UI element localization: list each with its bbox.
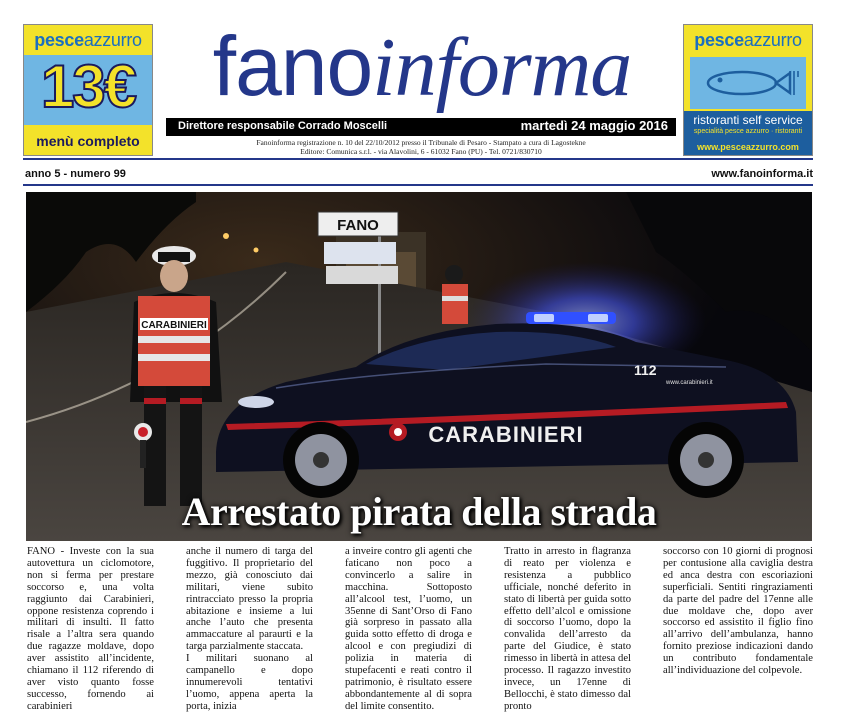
paragraph: FANO - Investe con la sua autovettura un ciclomotore, non si ferma per prestare soccorso e, una volta raggiunto dai Carabinieri, oppone resistenza coprendo i militari di insulti. Il fatto risale a l’altra sera quando due ragazze moldave, dopo aver assistito all’incidente, chiamano il 112 riferendo di aver visto quanto fosse successo, fornendo ai carabinieri bbox=[27, 546, 154, 712]
registration-line-2: Editore: Comunica s.r.l. - via Alavolini, 6 - 61032 Fano (PU) - Tel. 0721/830710 bbox=[300, 147, 542, 156]
paragraph: soccorso con 10 giorni di prognosi per contusione alla caviglia destra ed anca destra con escoriazioni superficiali. Sentiti ringraziamenti da parte del padre del 17enne alle due moldave che, dopo aver soccorso ed assistito il figlio fino all’arrivo dell’ambulanza, hanno fornito preziose indicazioni dando un contributo fondamentale all’individuazione del colpevole. bbox=[663, 546, 813, 677]
divider-top bbox=[23, 158, 813, 160]
website-link[interactable]: www.fanoinforma.it bbox=[711, 168, 813, 180]
ad-right-pesceazzurro[interactable] bbox=[683, 24, 813, 156]
paragraph: a inveire contro gli agenti che faticano non poco a convincerlo a salire in macchina. Sottoposto all’alcool test, l’uomo, un 35enne di Sant’Orso di Fano già sorpreso in passato alla guida sotto effetto di droga e alcool e con pregiudizi di polizia in materia di stupefacenti e reati contro il patrimonio, è risultato essere abbondantemente al di sopra del limite consentito. bbox=[345, 546, 472, 712]
article-column-1 bbox=[27, 546, 154, 713]
car-number: 112 bbox=[634, 362, 657, 378]
masthead-logo: fanoinforma bbox=[212, 19, 632, 114]
paragraph: I militari suonano al campanello e dopo innumerevoli tentativi l’uomo, appena aperta la porta, inizia bbox=[186, 653, 313, 712]
ad-right-url[interactable]: www.pesceazzurro.com bbox=[697, 142, 799, 152]
paragraph: anche il numero di targa del fuggitivo. Il proprietario del mezzo, già conosciuto dai militari, viene subito rintracciato presso la propria abitazione e insieme a lui anche l’auto che presenta ammaccature al paraurti e la targa parzialmente staccata. bbox=[186, 546, 313, 653]
fish-logo-icon bbox=[690, 57, 806, 109]
ad-left-pesceazzurro[interactable] bbox=[23, 24, 153, 156]
car-text: CARABINIERI bbox=[428, 422, 584, 447]
masthead-info-bar bbox=[166, 118, 676, 136]
ad-left-brand: pesceazzurro bbox=[34, 30, 142, 50]
ad-right-tagline: ristoranti self service bbox=[693, 113, 803, 127]
issue-number: anno 5 - numero 99 bbox=[25, 168, 126, 180]
car-site: www.carabinieri.it bbox=[666, 380, 713, 386]
director-line: Direttore responsabile Corrado Moscelli bbox=[178, 120, 388, 132]
fano-sign: FANO bbox=[337, 217, 379, 234]
ad-left-subtitle: menù completo bbox=[36, 133, 140, 149]
divider-bottom bbox=[23, 184, 813, 186]
article-column-5 bbox=[663, 546, 813, 677]
ad-right-brand: pesceazzurro bbox=[694, 30, 802, 50]
ad-left-price: 13€ bbox=[40, 53, 136, 120]
article-column-4 bbox=[504, 546, 631, 713]
registration-line-1: Fanoinforma registrazione n. 10 del 22/10/2012 presso il Tribunale di Pesaro - Stampato a cura di Lagostekne bbox=[256, 138, 586, 147]
paragraph: Tratto in arresto in flagranza di reato per violenza e resistenza a pubblico ufficiale, nonché deferito in stato di libertà per guida sotto effetto dell’alcol e omissione di soccorso l’uomo, dopo la convalida dell’arresto da parte del Giudice, è stato rimesso in libertà in attesa del processo. Il ragazzo investito invece, un 17enne di Bellocchi, è stato dimesso dal pronto bbox=[504, 546, 631, 712]
headline: Arrestato pirata della strada bbox=[181, 489, 657, 534]
issue-date: martedì 24 maggio 2016 bbox=[520, 118, 668, 133]
article-column-2 bbox=[186, 546, 313, 713]
ad-right-slogan: specialità pesce azzurro · ristoranti bbox=[693, 128, 803, 135]
registration-info bbox=[166, 138, 676, 156]
vest-label: CARABINIERI bbox=[141, 320, 207, 331]
article-column-3 bbox=[345, 546, 472, 713]
